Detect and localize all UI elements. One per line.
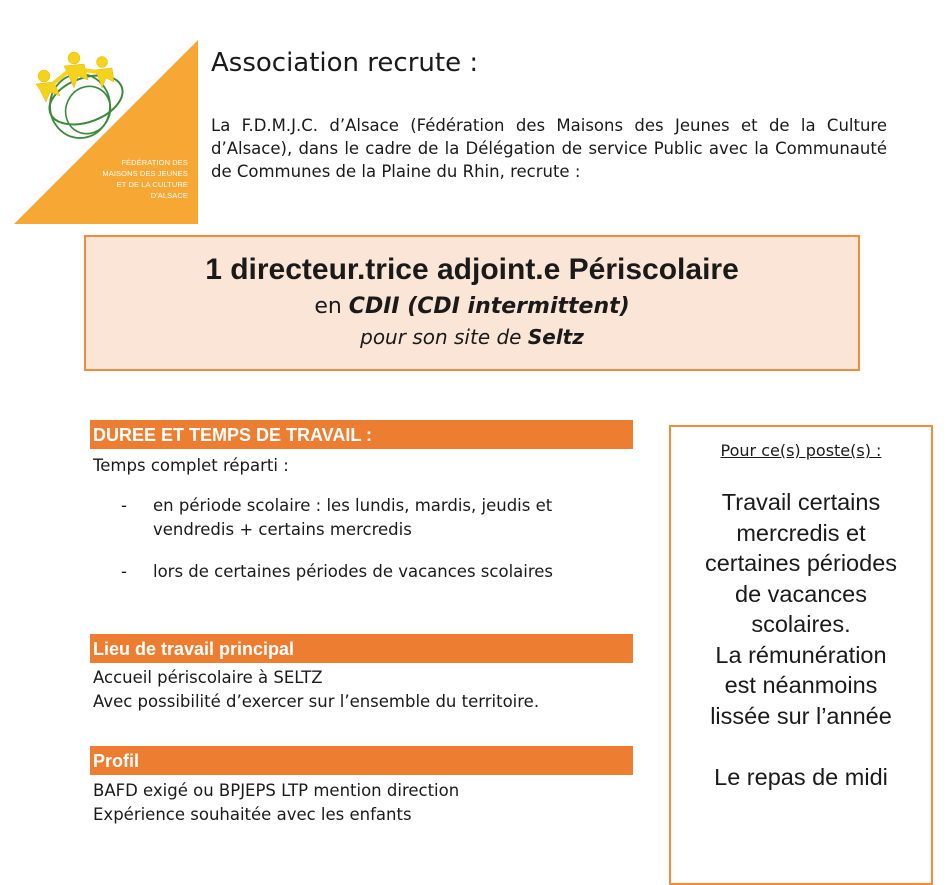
side-line: Le repas de midi bbox=[714, 763, 888, 790]
side-info-box bbox=[669, 425, 933, 885]
side-line: La rémunération bbox=[715, 641, 887, 668]
contract-type: CDII (CDI intermittent) bbox=[348, 294, 630, 319]
section-heading-duree: DUREE ET TEMPS DE TRAVAIL : bbox=[90, 420, 633, 449]
intro-paragraph: La F.D.M.J.C. d’Alsace (Fédération des Maisons des Jeunes et de la Culture d’Alsace), dans le cadre de la Délégation de service Public avec la Communauté de Communes de la Plaine du Rhin, recrute : bbox=[211, 116, 887, 181]
job-title: 1 directeur.trice adjoint.e Périscolaire bbox=[205, 253, 739, 286]
section-heading-lieu: Lieu de travail principal bbox=[90, 634, 633, 663]
side-line: mercredis et bbox=[736, 519, 866, 546]
side-line: de vacances bbox=[735, 580, 867, 607]
side-line bbox=[671, 731, 931, 762]
logo-line: D'ALSACE bbox=[150, 191, 188, 200]
logo-line: ET DE LA CULTURE bbox=[116, 180, 188, 189]
job-site bbox=[86, 324, 858, 350]
side-line: certaines périodes bbox=[704, 550, 898, 576]
side-box-header: Pour ce(s) poste(s) : bbox=[720, 441, 882, 460]
page-title: Association recrute : bbox=[211, 48, 479, 78]
side-line: Travail certains bbox=[721, 489, 881, 515]
job-offer-box bbox=[84, 235, 860, 371]
profil-line-2: Expérience souhaitée avec les enfants bbox=[93, 805, 412, 824]
logo-line: FÉDÉRATION DES bbox=[121, 158, 188, 167]
profil-line-1: BAFD exigé ou BPJEPS LTP mention direction bbox=[93, 781, 460, 800]
site-name: Seltz bbox=[527, 325, 584, 349]
logo-line: MAISONS DES JEUNES bbox=[102, 169, 188, 178]
side-box-body bbox=[671, 487, 931, 792]
site-prefix: pour son site de bbox=[360, 325, 528, 349]
bullet-dash: - bbox=[121, 562, 127, 581]
duree-bullet-2: lors de certaines périodes de vacances scolaires bbox=[153, 562, 554, 581]
duree-bullet-1: en période scolaire : les lundis, mardis, jeudis et vendredis + certains mercredis bbox=[153, 496, 553, 539]
side-line: scolaires. bbox=[751, 611, 851, 637]
lieu-line-1: Accueil périscolaire à SELTZ bbox=[93, 668, 323, 687]
section-heading-profil: Profil bbox=[90, 746, 633, 775]
bullet-dash: - bbox=[121, 496, 127, 515]
duree-intro: Temps complet réparti : bbox=[93, 456, 289, 475]
contract-prefix: en bbox=[314, 294, 349, 319]
side-line: est néanmoins bbox=[724, 672, 878, 698]
job-contract bbox=[86, 293, 858, 321]
lieu-line-2: Avec possibilité d’exercer sur l’ensemble du territoire. bbox=[93, 692, 540, 711]
logo-text bbox=[80, 157, 188, 201]
side-line: lissée sur l’année bbox=[710, 702, 892, 729]
